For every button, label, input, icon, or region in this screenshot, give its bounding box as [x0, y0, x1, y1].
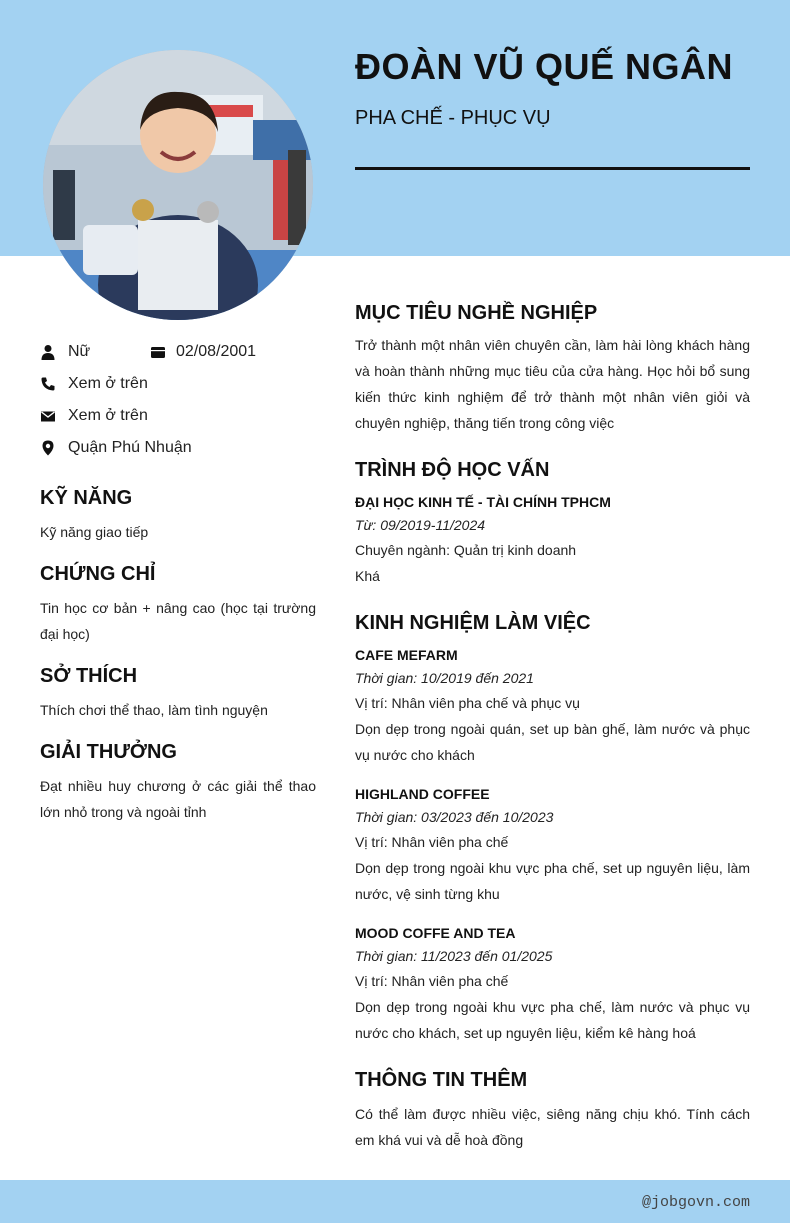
dob-value: 02/08/2001 — [176, 343, 257, 360]
job-position: Vị trí: Nhân viên pha chế và phục vụ — [355, 695, 580, 711]
education-school: ĐẠI HỌC KINH TẾ - TÀI CHÍNH TPHCM — [355, 494, 611, 510]
person-icon — [40, 344, 56, 360]
watermark-text: @jobgovn.com — [641, 1194, 750, 1211]
objective-title: MỤC TIÊU NGHỀ NGHIỆP — [355, 302, 598, 324]
job-period: Thời gian: 03/2023 đến 10/2023 — [355, 809, 554, 825]
job-description: Dọn dẹp trong ngoài quán, set up bàn ghế, làm nước và phục vụ nước cho khách — [355, 721, 750, 763]
objective-text: Trở thành một nhân viên chuyên cần, làm hài lòng khách hàng và hoàn thành những mục tiêu của cửa hàng. Học hỏi bổ sung kiến thức kinh nghiệm để trở thành một nhân viên giỏi và chuyên nghiệp, thăng tiến trong công việc — [355, 337, 750, 431]
job-position: Vị trí: Nhân viên pha chế — [355, 973, 509, 989]
hobbies-text: Thích chơi thể thao, làm tình nguyện — [40, 702, 268, 718]
job-company: HIGHLAND COFFEE — [355, 786, 490, 802]
contact-email — [40, 407, 148, 425]
certificates-title: CHỨNG CHỈ — [40, 563, 156, 585]
job-period: Thời gian: 10/2019 đến 2021 — [355, 670, 534, 686]
phone-icon — [40, 376, 56, 392]
location-pin-icon — [40, 440, 56, 456]
job-description: Dọn dẹp trong ngoài khu vực pha chế, làm nước và phục vụ nước cho khách, set up nguyên liệu, kiểm kê hàng hoá — [355, 999, 750, 1041]
address-value: Quận Phú Nhuận — [68, 439, 192, 456]
contact-dob — [150, 343, 256, 361]
education-grade: Khá — [355, 568, 380, 584]
skills-title: KỸ NĂNG — [40, 487, 133, 509]
skills-text: Kỹ năng giao tiếp — [40, 524, 149, 540]
job-description: Dọn dẹp trong ngoài khu vực pha chế, set up nguyên liệu, làm nước, vệ sinh từng khu — [355, 860, 750, 902]
education-major: Chuyên ngành: Quản trị kinh doanh — [355, 542, 577, 558]
contact-gender — [40, 343, 90, 361]
additional-title: THÔNG TIN THÊM — [355, 1069, 528, 1091]
education-period: Từ: 09/2019-11/2024 — [355, 517, 486, 533]
job-company: MOOD COFFE AND TEA — [355, 925, 516, 941]
contact-address — [40, 439, 192, 457]
awards-title: GIẢI THƯỞNG — [40, 741, 177, 763]
contact-phone — [40, 375, 148, 393]
job-position: Vị trí: Nhân viên pha chế — [355, 834, 509, 850]
experience-title: KINH NGHIỆM LÀM VIỆC — [355, 612, 591, 634]
calendar-icon — [150, 344, 166, 360]
gender-value: Nữ — [68, 343, 91, 360]
job-period: Thời gian: 11/2023 đến 01/2025 — [355, 948, 553, 964]
awards-text: Đạt nhiều huy chương ở các giải thể thao lớn nhỏ trong và ngoài tỉnh — [40, 778, 316, 820]
certificates-text: Tin học cơ bản + nâng cao (học tại trường đại học) — [40, 600, 316, 642]
profile-photo-illustration — [43, 50, 313, 320]
profile-photo — [43, 50, 313, 320]
education-title: TRÌNH ĐỘ HỌC VẤN — [355, 459, 550, 481]
phone-value: Xem ở trên — [68, 375, 148, 392]
job-company: CAFE MEFARM — [355, 647, 458, 663]
hobbies-title: SỞ THÍCH — [40, 665, 138, 687]
candidate-title: PHA CHẾ - PHỤC VỤ — [355, 107, 551, 129]
additional-text: Có thể làm được nhiều việc, siêng năng chịu khó. Tính cách em khá vui và dễ hoà đồng — [355, 1106, 750, 1148]
title-divider — [355, 167, 750, 170]
email-value: Xem ở trên — [68, 407, 148, 424]
mail-icon — [40, 408, 56, 424]
candidate-name: ĐOÀN VŨ QUẾ NGÂN — [355, 46, 734, 87]
